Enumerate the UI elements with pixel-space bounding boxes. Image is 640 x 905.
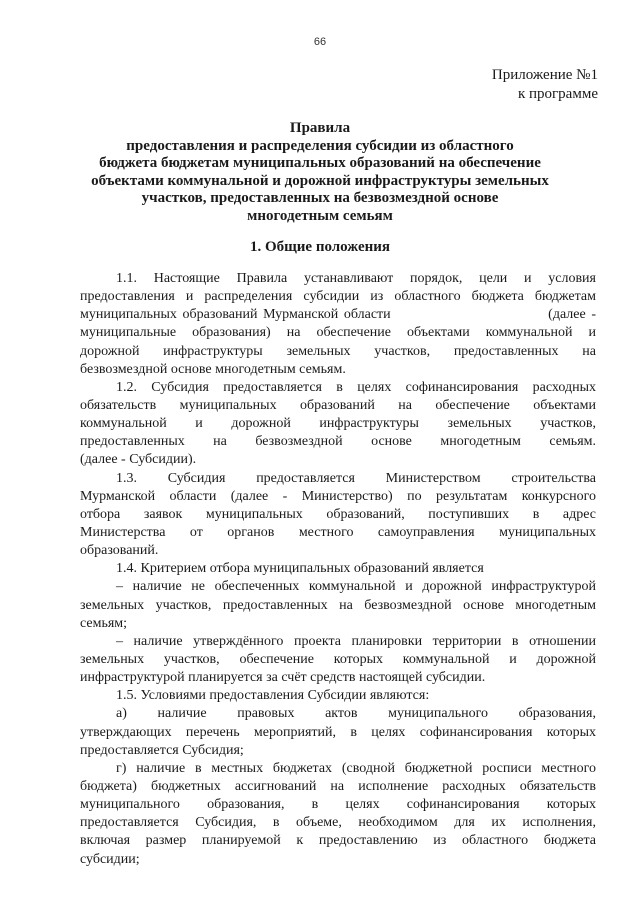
body-line: – наличие не обеспеченных коммунальной и дорожной инфраструктурой <box>116 579 596 595</box>
body-line: предоставления и распределения субсидии из областного бюджета бюджетам <box>80 289 596 305</box>
page-number: 66 <box>313 36 327 48</box>
title-line: Правила <box>289 120 351 136</box>
body-line: 1.3. Субсидия предоставляется Министерством строительства <box>116 470 596 486</box>
body-line: утверждающих перечень мероприятий, в целях софинансирования которых <box>80 724 596 740</box>
body-line: предоставляется Субсидия, в объеме, необходимом для их исполнения, <box>80 815 596 831</box>
title-line: бюджета бюджетам муниципальных образований на обеспечение <box>99 155 541 171</box>
body-line: бюджета) бюджетных ассигнований на исполнение расходных обязательств <box>80 778 596 794</box>
title-line: многодетным семьям <box>247 207 393 224</box>
body-line: Министерства от органов местного самоуправления муниципальных <box>80 524 596 540</box>
document-body <box>80 270 596 869</box>
body-line: муниципальных образований Мурманской области (далее - <box>80 307 596 323</box>
body-line: включая размер планируемой к предоставлению из областного бюджета <box>80 833 596 849</box>
body-line: г) наличие в местных бюджетах (сводной бюджетной росписи местного <box>116 760 596 776</box>
body-line: 1.5. Условиями предоставления Субсидии являются: <box>116 688 430 704</box>
title-line: участков, предоставленных на безвозмездной основе <box>141 190 499 206</box>
body-line: предоставленных на безвозмездной основе многодетным семьям. <box>80 434 596 450</box>
body-line: 1.1. Настоящие Правила устанавливают порядок, цели и условия <box>116 271 596 286</box>
title-line: объектами коммунальной и дорожной инфраструктуры земельных <box>91 172 549 189</box>
title-line: предоставления и распределения субсидии из областного <box>126 137 514 154</box>
body-line: Мурманской области (далее - Министерство) по результатам конкурсного <box>80 488 596 504</box>
document-title <box>70 120 570 225</box>
body-line: 1.4. Критерием отбора муниципальных образований является <box>116 561 484 577</box>
body-line: образований. <box>80 543 159 559</box>
body-line: муниципальные образования) на обеспечение объектами коммунальной и <box>80 325 596 341</box>
appendix-line: Приложение №1 <box>491 67 598 83</box>
body-line: семьям; <box>80 615 128 631</box>
body-line: земельных участков, обеспечение которых коммунальной и дорожной <box>80 651 596 667</box>
body-line: субсидии; <box>80 851 140 867</box>
body-line: предоставляется Субсидия; <box>80 742 244 758</box>
body-line: инфраструктурой планируется за счёт средств настоящей субсидии. <box>80 670 486 686</box>
body-line: отбора заявок муниципальных образований, поступивших в адрес <box>80 506 596 522</box>
body-line: а) наличие правовых актов муниципального образования, <box>116 706 596 722</box>
section-heading: 1. Общие положения <box>249 239 391 255</box>
body-line: обязательств муниципальных образований на обеспечение объектами <box>80 397 596 413</box>
body-line: – наличие утверждённого проекта планировки территории в отношении <box>116 633 596 649</box>
body-line: 1.2. Субсидия предоставляется в целях софинансирования расходных <box>116 379 596 395</box>
appendix-line: к программе <box>517 86 598 102</box>
body-line: муниципального образования, в целях софинансирования которых <box>80 797 596 813</box>
body-line: коммунальной и дорожной инфраструктуры земельных участков, <box>80 416 596 432</box>
body-line: земельных участков, предоставленных на безвозмездной основе многодетным <box>80 597 596 613</box>
body-line: безвозмездной основе многодетным семьям. <box>80 361 346 377</box>
appendix-note <box>492 66 598 104</box>
body-line: (далее - Субсидии). <box>80 452 197 468</box>
body-line: дорожной инфраструктуры земельных участков, предоставленных на <box>80 343 596 359</box>
